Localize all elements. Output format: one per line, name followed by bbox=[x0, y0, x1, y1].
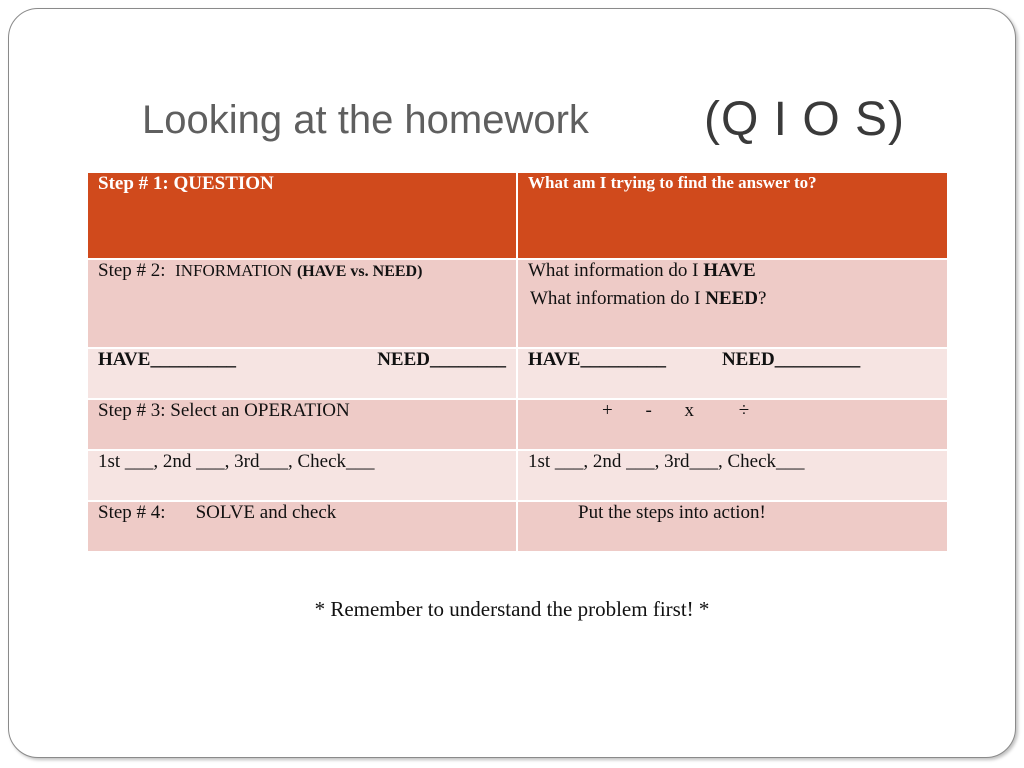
have-need-right-cell bbox=[517, 348, 948, 399]
step2-label-prefix: Step # 2: bbox=[98, 260, 166, 281]
step3-label: Step # 3: Select an OPERATION bbox=[87, 399, 517, 450]
step4-label-prefix: Step # 4: bbox=[98, 502, 166, 523]
need-blank-left: NEED________ bbox=[377, 349, 506, 370]
steps-table bbox=[86, 171, 949, 553]
step2-need-line bbox=[528, 288, 937, 310]
step4-label-text: SOLVE and check bbox=[195, 502, 337, 523]
minus-symbol: - bbox=[645, 400, 652, 421]
step4-prompt-cell bbox=[517, 501, 948, 552]
have-need-left-cell bbox=[87, 348, 517, 399]
table-row-have-need bbox=[87, 348, 948, 399]
step2-have-prefix: What information do I bbox=[528, 260, 699, 281]
step2-prompt-cell bbox=[517, 259, 948, 348]
step4-prompt: Put the steps into action! bbox=[578, 502, 766, 523]
slide-title bbox=[142, 92, 914, 152]
step2-label-word: INFORMATION bbox=[175, 261, 293, 280]
divide-symbol: ÷ bbox=[738, 400, 750, 421]
step2-have-line bbox=[528, 260, 756, 281]
step3-ops-cell bbox=[517, 399, 948, 450]
step1-label: Step # 1: QUESTION bbox=[87, 172, 517, 259]
step1-prompt: What am I trying to find the answer to? bbox=[517, 172, 948, 259]
step2-have-word: HAVE bbox=[703, 260, 756, 281]
table-row-step2 bbox=[87, 259, 948, 348]
plus-symbol: + bbox=[602, 400, 613, 421]
table-row-step1 bbox=[87, 172, 948, 259]
step2-need-prefix: What information do I bbox=[530, 288, 701, 309]
order-left: 1st ___, 2nd ___, 3rd___, Check___ bbox=[87, 450, 517, 501]
table-row-step3 bbox=[87, 399, 948, 450]
table-row-step4 bbox=[87, 501, 948, 552]
order-right: 1st ___, 2nd ___, 3rd___, Check___ bbox=[517, 450, 948, 501]
title-acronym: (Q I O S) bbox=[704, 93, 905, 146]
title-main: Looking at the homework bbox=[142, 98, 589, 142]
step2-label-suffix: (HAVE vs. NEED) bbox=[296, 263, 423, 280]
footnote: * Remember to understand the problem first! * bbox=[314, 597, 710, 621]
step2-label-cell bbox=[87, 259, 517, 348]
have-blank-left: HAVE_________ bbox=[98, 349, 236, 370]
times-symbol: x bbox=[684, 400, 695, 421]
step2-need-word: NEED bbox=[705, 288, 758, 309]
step4-label-cell bbox=[87, 501, 517, 552]
need-blank-right: NEED_________ bbox=[721, 349, 861, 370]
have-blank-right: HAVE_________ bbox=[528, 349, 666, 370]
step2-need-suffix: ? bbox=[757, 288, 767, 309]
table-row-order bbox=[87, 450, 948, 501]
